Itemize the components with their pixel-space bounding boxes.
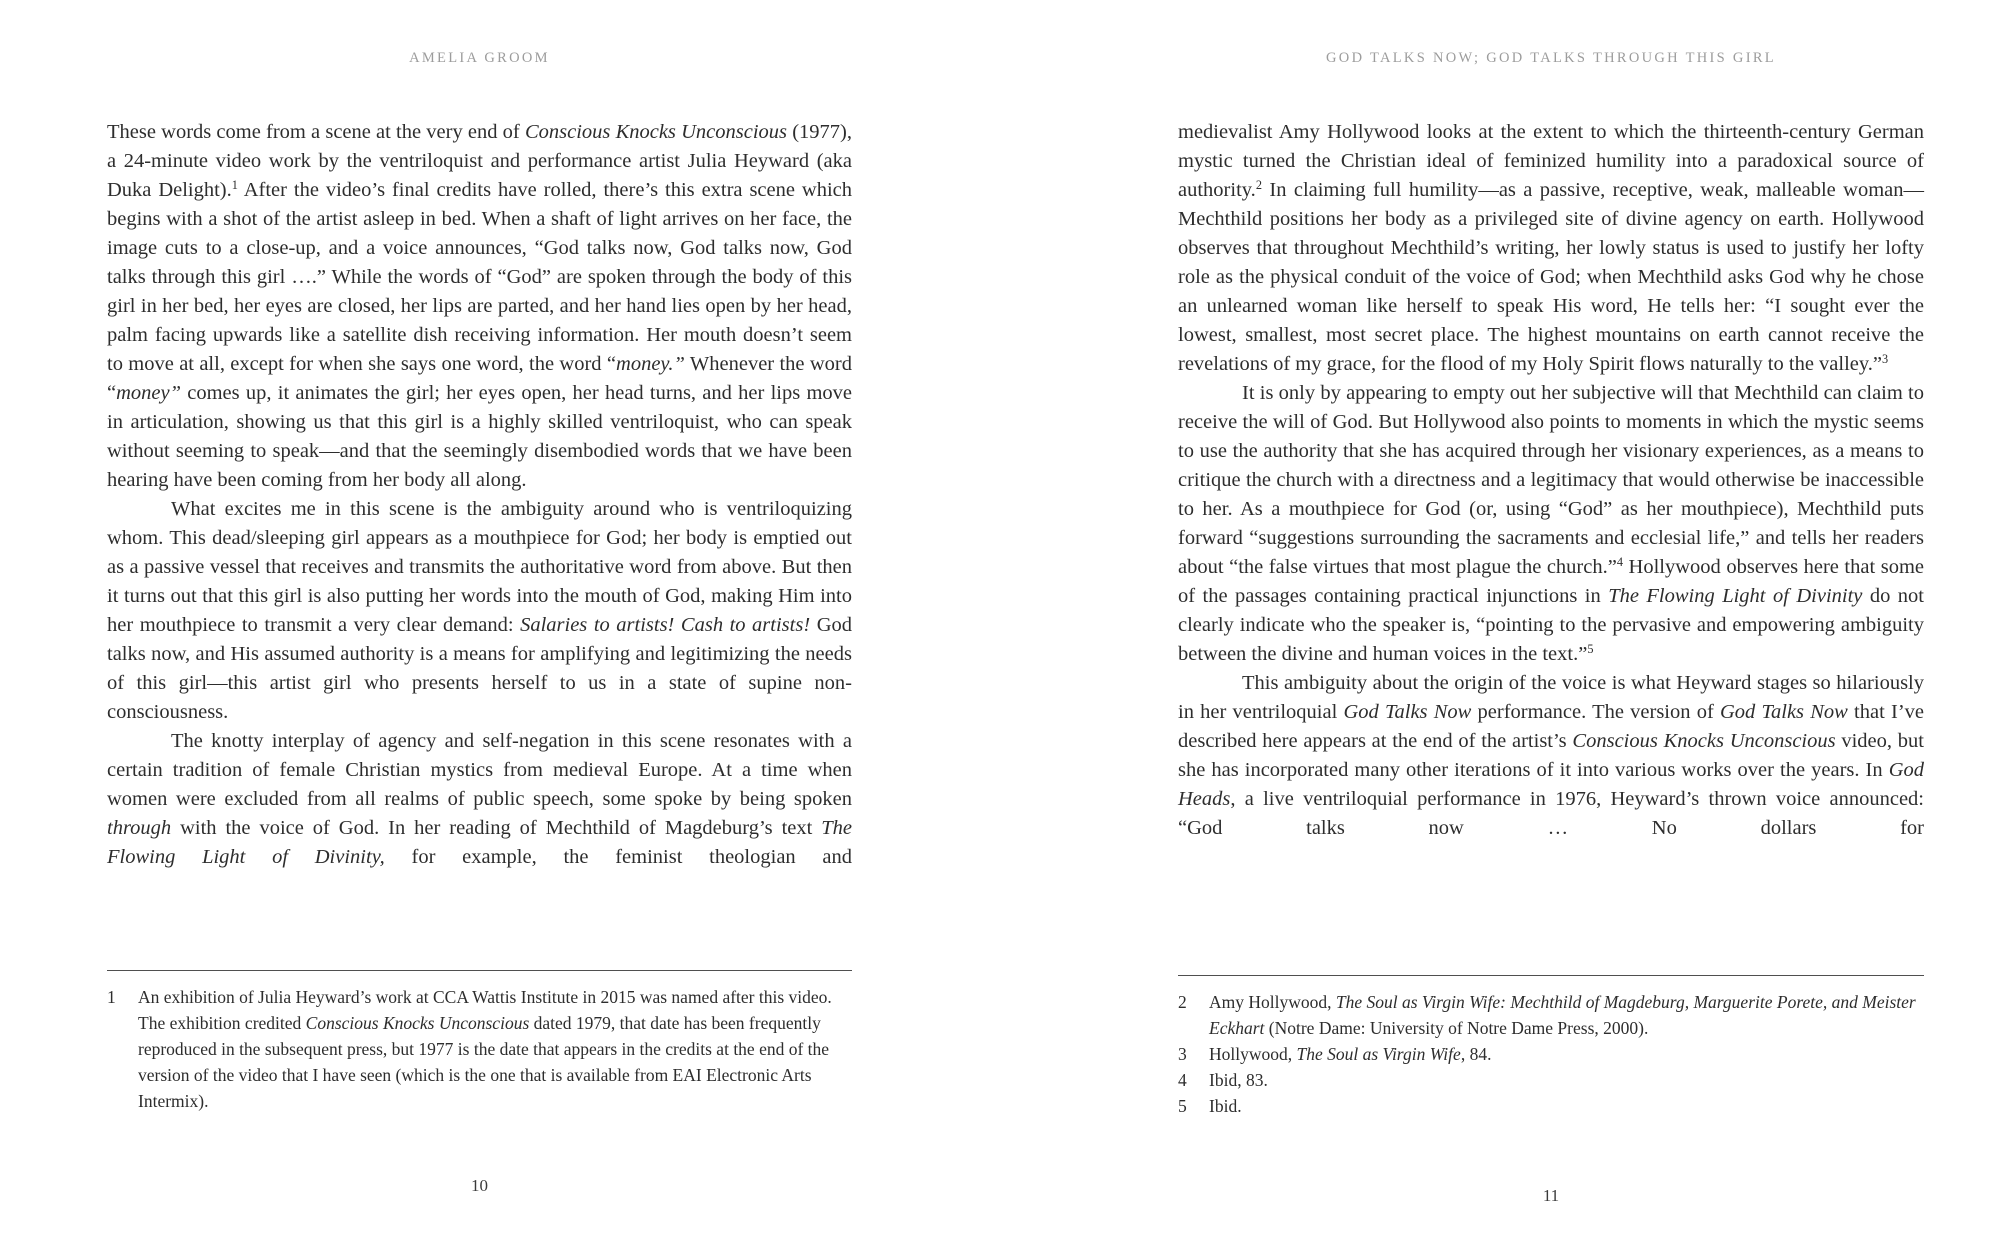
- footnote-text: Amy Hollywood, The Soul as Virgin Wife: Mechthild of Magdeburg, Marguerite Porete, and Meister Eckhart (Notre Dame: University of Notre Dame Press, 2000).: [1209, 992, 1916, 1038]
- footnote-number: 1: [107, 987, 116, 1007]
- body-paragraph: medievalist Amy Hollywood looks at the extent to which the thirteenth-century German mystic turned the Christian ideal of feminized humility into a paradoxical source of authority.$^2$ In claiming full humility—as a passive, receptive, weak, malleable woman—Mechthild positions her body as a privileged site of divine agency on earth. Hollywood observes that throughout Mechthild’s writing, her lowly status is used to justify her lofty role as the physical conduit of the voice of God; when Mechthild asks God why he chose an unlearned woman like herself to speak His word, He tells her: “I sought ever the lowest, smallest, most secret place. The highest mountains on earth cannot receive the revelations of my grace, for the flood of my Holy Spirit flows naturally to the valley.”$^3$: [1178, 121, 1924, 375]
- body-paragraph: The knotty interplay of agency and self-negation in this scene resonates with a certain tradition of female Christian mystics from medieval Europe. At a time when women were excluded from all realms of public speech, some spoke by being spoken through with the voice of God. In her reading of Mechthild of Magdeburg’s text The Flowing Light of Divinity, for example, the feminist theologian and: [107, 730, 852, 868]
- running-header-left: AMELIA GROOM: [409, 50, 550, 66]
- footnote-list-right: [1178, 976, 1924, 1119]
- footnote-list-left: [107, 971, 852, 1114]
- footnote-reference: 3: [1882, 352, 1889, 367]
- running-header-right: GOD TALKS NOW; GOD TALKS THROUGH THIS GIRL: [1326, 50, 1776, 66]
- body-paragraph: It is only by appearing to empty out her subjective will that Mechthild can claim to receive the will of God. But Hollywood also points to moments in which the mystic seems to use the authority that she has acquired through her visionary experiences, as a means to critique the church with a directness and a legitimacy that would otherwise be inaccessible to her. As a mouthpiece for God (or, using “God” as her mouthpiece), Mechthild puts forward “suggestions surrounding the sacraments and ecclesial life,” and tells her readers about “the false virtues that most plague the church.”$^4$ Hollywood observes here that some of the passages containing practical injunctions in The Flowing Light of Divinity do not clearly indicate who the speaker is, “pointing to the pervasive and empowering ambiguity between the divine and human voices in the text.”$^5$: [1178, 382, 1924, 665]
- footnote-number: 2: [1178, 992, 1187, 1012]
- footnote-reference: 2: [1255, 178, 1262, 193]
- footnote-number: 5: [1178, 1096, 1187, 1116]
- footnote-text: Hollywood, The Soul as Virgin Wife, 84.: [1209, 1044, 1492, 1064]
- body-paragraph: What excites me in this scene is the ambiguity around who is ventriloquizing whom. This dead/sleeping girl appears as a mouthpiece for God; her body is emptied out as a passive vessel that receives and transmits the authoritative word from above. But then it turns out that this girl is also putting her words into the mouth of God, making Him into her mouthpiece to transmit a very clear demand: Salaries to artists! Cash to artists! God talks now, and His assumed authority is a means for amplifying and legitimizing the needs of this girl—this artist girl who presents herself to us in a state of supine non-consciousness.: [107, 498, 853, 723]
- footnote-number: 4: [1178, 1070, 1187, 1090]
- footnotes-left: [107, 970, 852, 1114]
- page-number-left: 10: [471, 1176, 488, 1195]
- footnote-reference: 1: [231, 178, 238, 193]
- body-text-left: [107, 118, 852, 872]
- body-paragraph: This ambiguity about the origin of the voice is what Heyward stages so hilariously in her ventriloquial God Talks Now performance. The version of God Talks Now that I’ve described here appears at the end of the artist’s Conscious Knocks Unconscious video, but she has incorporated many other iterations of it into various works over the years. In God Heads, a live ventriloquial performance in 1976, Heyward’s thrown voice announced: “God talks now … No dollars for: [1178, 672, 1924, 839]
- footnote-number: 3: [1178, 1044, 1187, 1064]
- footnote: [1178, 1093, 1924, 1119]
- footnote: [1178, 1041, 1924, 1067]
- footnote: [1178, 989, 1924, 1041]
- footnote-reference: 4: [1616, 555, 1623, 570]
- footnote-text: An exhibition of Julia Heyward’s work at CCA Wattis Institute in 2015 was named after this video. The exhibition credited Conscious Knocks Unconscious dated 1979, that date has been frequently reproduced in the subsequent press, but 1977 is the date that appears in the credits at the end of the version of the video that I have seen (which is the one that is available from EAI Electronic Arts Intermix).: [138, 987, 832, 1111]
- page-number-right: 11: [1542, 1186, 1560, 1205]
- footnote: [107, 984, 852, 1114]
- footnote-reference: 5: [1587, 642, 1594, 657]
- footnotes-right: [1178, 975, 1924, 1119]
- footnote-text: Ibid, 83.: [1209, 1070, 1268, 1090]
- body-text-right: [1178, 118, 1924, 843]
- footnote: [1178, 1067, 1924, 1093]
- page-right: [1000, 0, 2000, 1250]
- body-paragraph: These words come from a scene at the very end of Conscious Knocks Unconscious (1977), a 24-minute video work by the ventriloquist and performance artist Julia Heyward (aka Duka Delight).$^1$ After the video’s final credits have rolled, there’s this extra scene which begins with a shot of the artist asleep in bed. When a shaft of light arrives on her face, the image cuts to a close-up, and a voice announces, “God talks now, God talks now, God talks through this girl ….” While the words of “God” are spoken through the body of this girl in her bed, her eyes are closed, her lips are parted, and her hand lies open by her head, palm facing upwards like a satellite dish receiving information. Her mouth doesn’t seem to move at all, except for when she says one word, the word “money.” Whenever the word “money” comes up, it animates the girl; her eyes open, her head turns, and her lips move in articulation, showing us that this girl is a highly skilled ventriloquist, who can speak without seeming to speak—and that the seemingly disembodied words that we have been hearing have been coming from her body all along.: [107, 121, 852, 491]
- footnote-text: Ibid.: [1209, 1096, 1242, 1116]
